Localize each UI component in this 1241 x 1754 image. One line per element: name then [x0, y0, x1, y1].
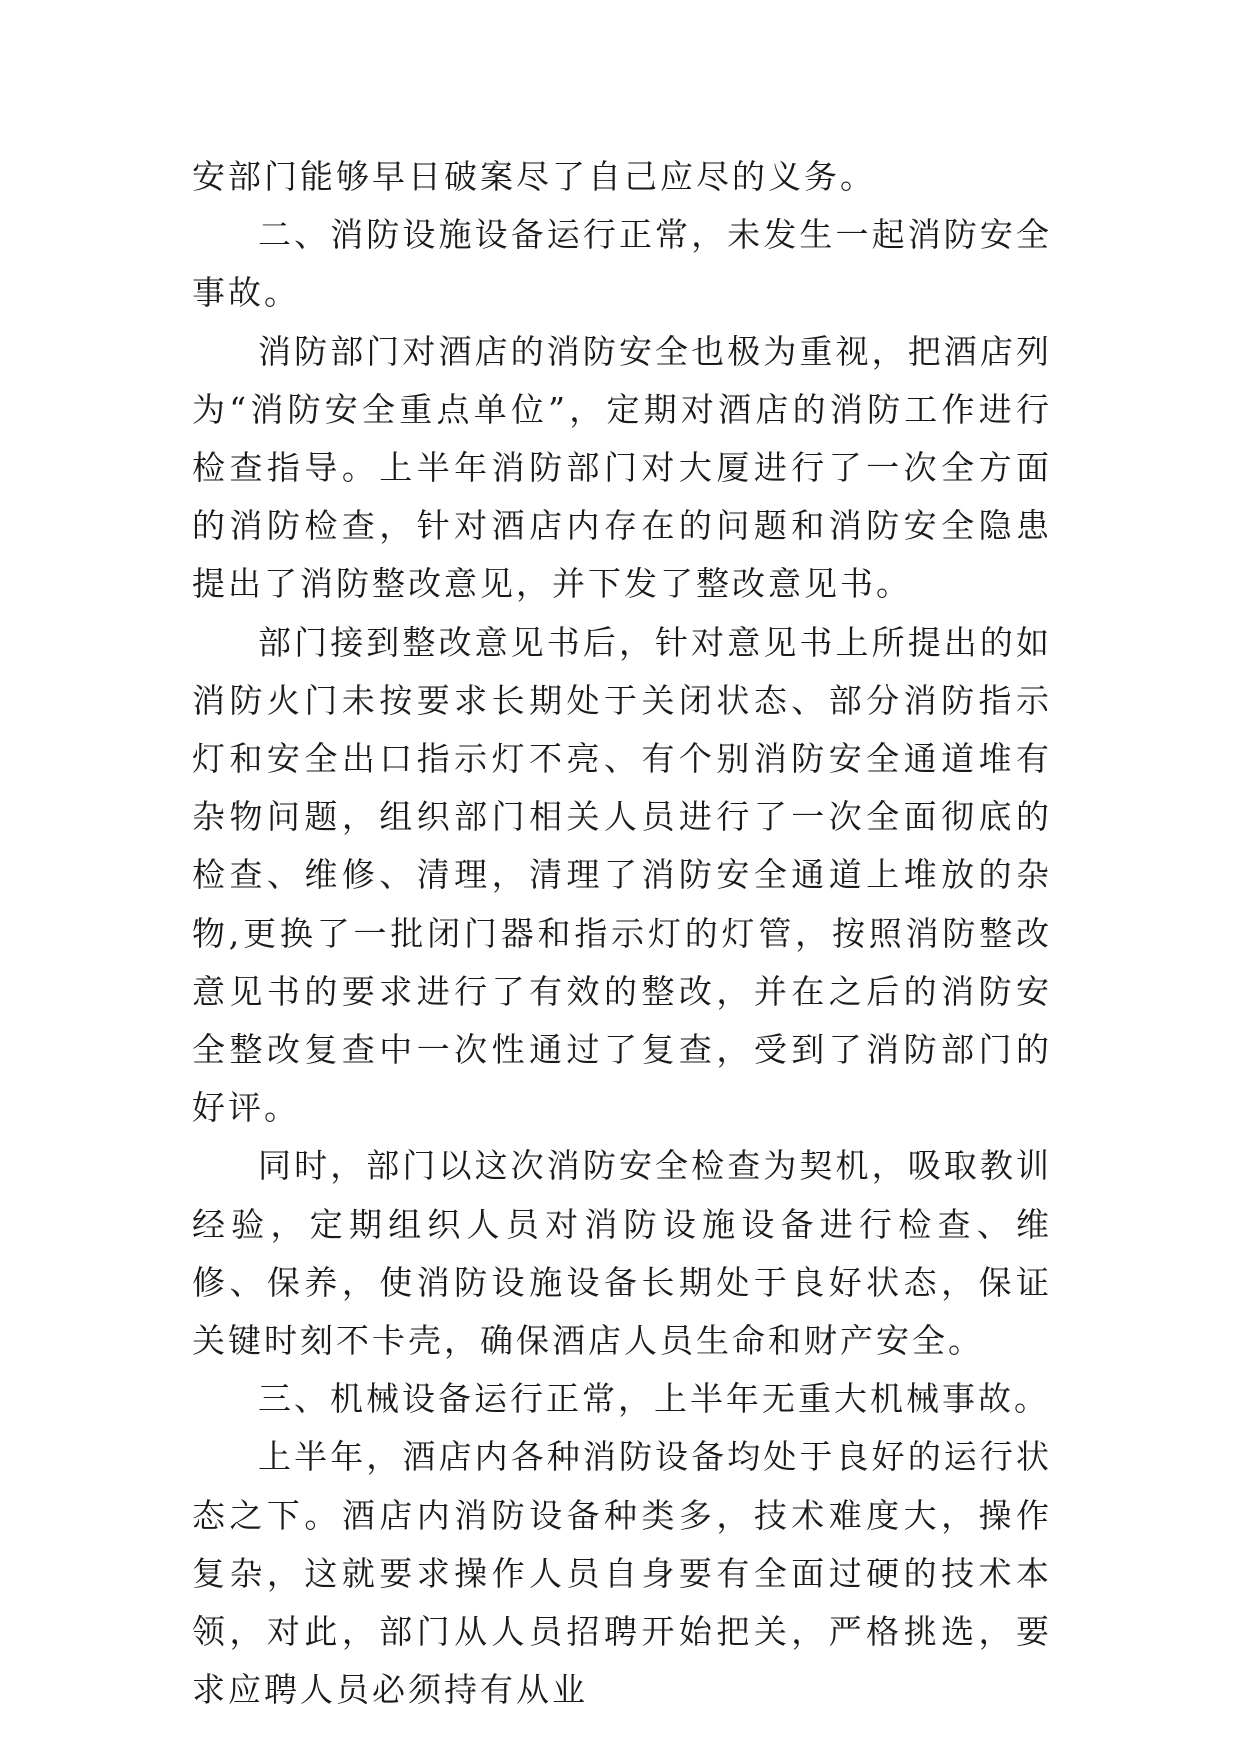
section-heading-2: 二、消防设施设备运行正常，未发生一起消防安全事故。 — [192, 215, 1052, 313]
paragraph-continuation: 安部门能够早日破案尽了自己应尽的义务。 — [192, 157, 876, 196]
paragraph-maintenance: 同时，部门以这次消防安全检查为契机，吸取教训经验，定期组织人员对消防设施设备进行检查、维修、保养，使消防设施设备长期处于良好状态，保证关键时刻不卡壳，确保酒店人员生命和财产安全。 — [192, 1146, 1052, 1361]
paragraph-fire-dept-inspection: 消防部门对酒店的消防安全也极为重视，把酒店列为“消防安全重点单位”，定期对酒店的消防工作进行检查指导。上半年消防部门对大厦进行了一次全方面的消防检查，针对酒店内存在的问题和消防安全隐患提出了消防整改意见，并下发了整改意见书。 — [192, 331, 1052, 604]
paragraph-rectification: 部门接到整改意见书后，针对意见书上所提出的如消防火门未按要求长期处于关闭状态、部分消防指示灯和安全出口指示灯不亮、有个别消防安全通道堆有杂物问题，组织部门相关人员进行了一次全面彻底的检查、维修、清理，清理了消防安全通道上堆放的杂物,更换了一批闭门器和指示灯的灯管，按照消防整改意见书的要求进行了有效的整改，并在之后的消防安全整改复查中一次性通过了复查，受到了消防部门的好评。 — [192, 622, 1052, 1128]
section-heading-3: 三、机械设备运行正常，上半年无重大机械事故。 — [258, 1379, 1050, 1419]
paragraph-equipment-status: 上半年，酒店内各种消防设备均处于良好的运行状态之下。酒店内消防设备种类多，技术难度大，操作复杂，这就要求操作人员自身要有全面过硬的技术本领，对此，部门从人员招聘开始把关，严格挑选，要求应聘人员必须持有从业 — [192, 1437, 1052, 1710]
document-body — [192, 148, 1052, 1719]
